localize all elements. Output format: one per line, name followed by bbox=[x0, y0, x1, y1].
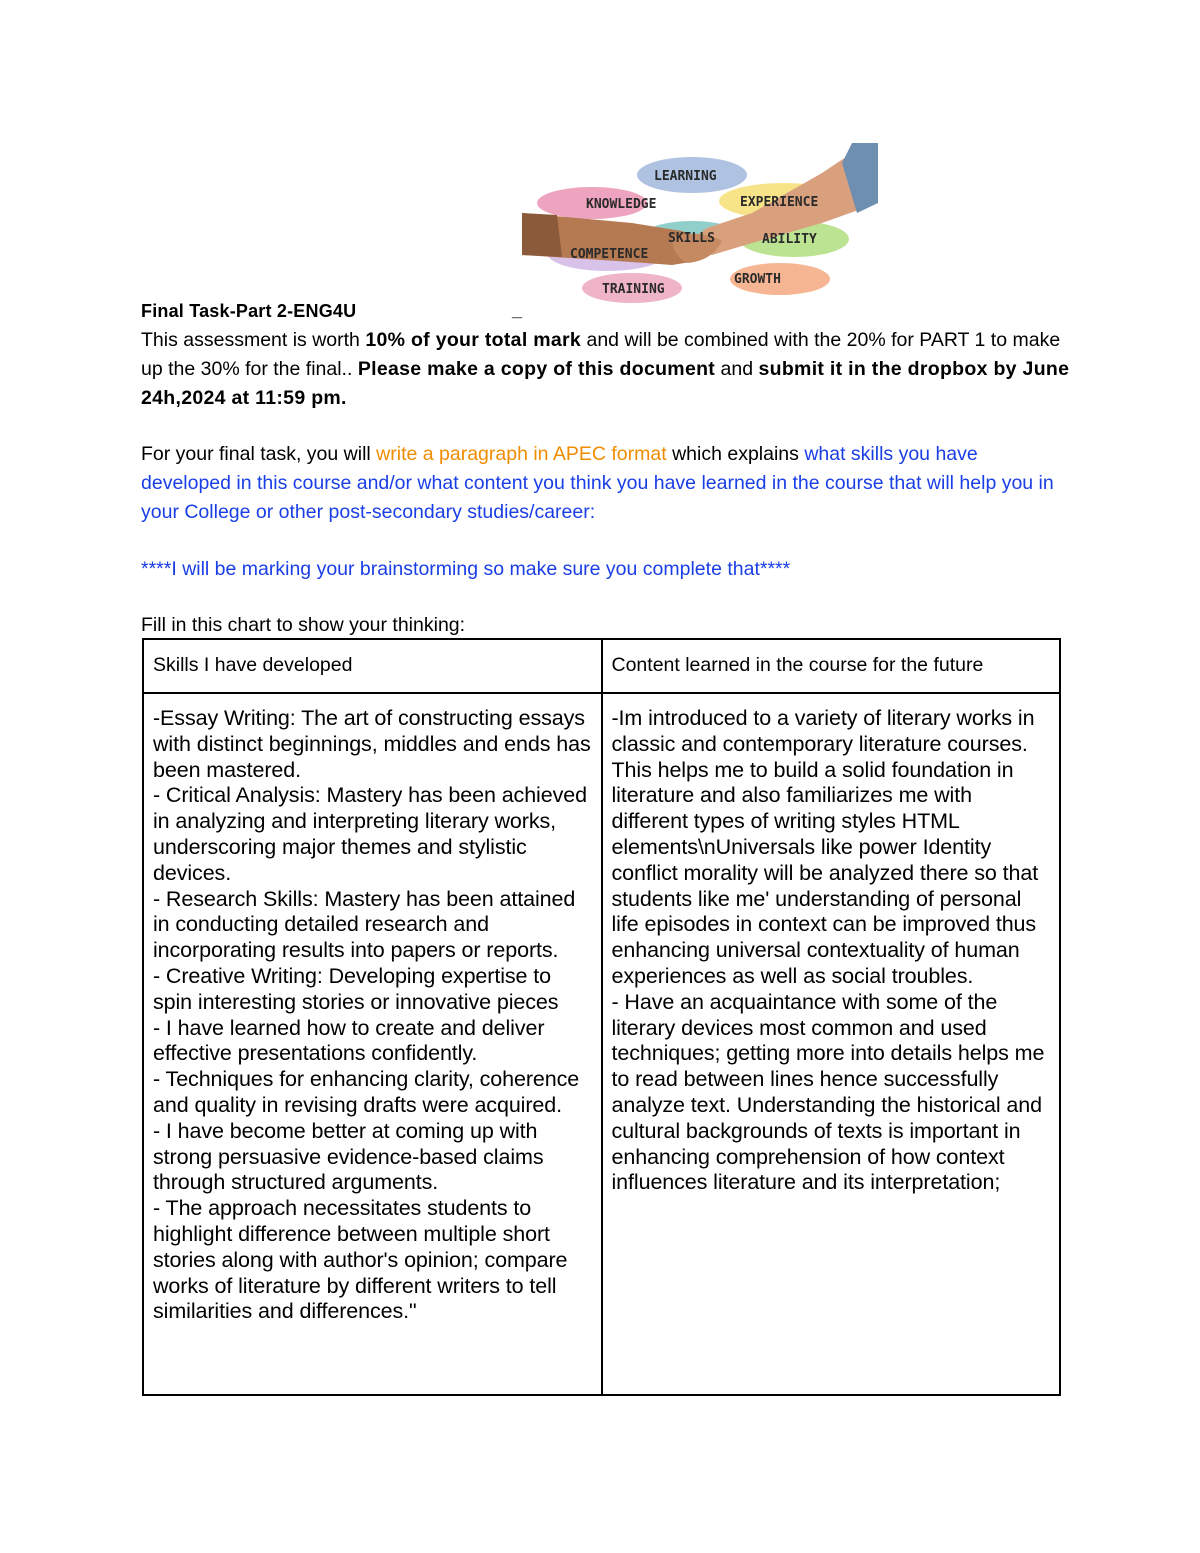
handshake-illustration bbox=[522, 143, 878, 307]
task-text-2: which explains bbox=[666, 443, 805, 465]
intro-paragraph bbox=[141, 326, 1071, 413]
chart-body-row bbox=[143, 693, 1060, 1395]
skill-item: -Essay Writing: The art of constructing essays with distinct beginnings, middles and ends has been mastered. bbox=[153, 706, 591, 782]
header-content: Content learned in the course for the future bbox=[602, 639, 1061, 693]
intro-bold-1: 10% of your total mark bbox=[365, 329, 582, 351]
skill-item: - I have learned how to create and deliver effective presentations confidently. bbox=[153, 1015, 545, 1066]
skill-item: - Techniques for enhancing clarity, coherence and quality in revising drafts were acquired. bbox=[153, 1067, 580, 1117]
word-competence: COMPETENCE bbox=[570, 247, 649, 262]
skills-cell[interactable] bbox=[143, 693, 602, 1395]
skill-item: - The approach necessitates students to highlight difference between multiple short stories along with author's opinion; compare works of literature by different writers to tell similarities and differences." bbox=[153, 1196, 568, 1324]
content-cell[interactable] bbox=[602, 693, 1061, 1395]
intro-bold-2: Please make a copy of this document bbox=[357, 358, 716, 380]
brainstorm-chart bbox=[142, 638, 1061, 1396]
intro-text-3: and bbox=[715, 358, 759, 380]
content-item: -Im introduced to a variety of literary works in classic and contemporary literature courses. This helps me to build a solid foundation in literature and also familiarizes me with different types of writing styles HTML elements\nUniversals like power Identity conflict morality will be analyzed there so that students like me' understanding of personal life episodes in context can be improved thus enhancing universal contextuality of human experiences as well as social troubles. bbox=[611, 706, 1039, 988]
word-experience: EXPERIENCE bbox=[740, 195, 819, 210]
skill-item: - Critical Analysis: Mastery has been achieved in analyzing and interpreting literary works, underscoring major themes and stylistic devices. bbox=[153, 783, 587, 885]
word-knowledge: KNOWLEDGE bbox=[586, 197, 657, 212]
intro-text-1: This assessment is worth bbox=[141, 329, 366, 351]
header-skills: Skills I have developed bbox=[143, 639, 602, 693]
chart-header-row bbox=[143, 639, 1060, 693]
word-growth: GROWTH bbox=[734, 272, 781, 287]
skills-handshake-image bbox=[522, 143, 878, 307]
content-item: - Have an acquaintance with some of the literary devices most common and used techniques; getting more into details helps me to read between lines hence successfully analyze text. Understanding the historical and cultural backgrounds of texts is important in enhancing comprehension of how context influences literature and its interpretation; bbox=[611, 989, 1045, 1195]
task-text-1: For your final task, you will bbox=[141, 443, 377, 465]
chart-instruction: Fill in this chart to show your thinking: bbox=[141, 614, 466, 636]
skill-item: - Research Skills: Mastery has been attained in conducting detailed research and incorporating results into papers or reports. bbox=[153, 886, 576, 963]
task-paragraph bbox=[141, 440, 1071, 527]
document-title: Final Task-Part 2-ENG4U bbox=[141, 301, 357, 321]
title-dash: _ bbox=[512, 300, 523, 320]
task-blue-highlight: what skills you have developed in this course and/or what content you think you have learned in the course that will help you in your College or other post-secondary studies/career: bbox=[141, 443, 1054, 523]
intro-bold-3: submit it in the dropbox by June 24h,2024 at 11:59 pm. bbox=[141, 358, 1070, 409]
word-training: TRAINING bbox=[602, 282, 665, 297]
marking-note: ****I will be marking your brainstorming so make sure you complete that**** bbox=[141, 558, 791, 580]
word-ability: ABILITY bbox=[762, 232, 817, 247]
intro-text-2: and will be combined with the 20% for PART 1 to make up the 30% for the final.. bbox=[141, 329, 1061, 380]
skill-item: - I have become better at coming up with strong persuasive evidence-based claims through structured arguments. bbox=[153, 1118, 544, 1195]
word-learning: LEARNING bbox=[654, 169, 717, 184]
word-skills: SKILLS bbox=[668, 231, 715, 246]
task-apec-highlight: write a paragraph in APEC format bbox=[376, 443, 667, 465]
skill-item: - Creative Writing: Developing expertise to spin interesting stories or innovative pieces bbox=[153, 963, 559, 1014]
